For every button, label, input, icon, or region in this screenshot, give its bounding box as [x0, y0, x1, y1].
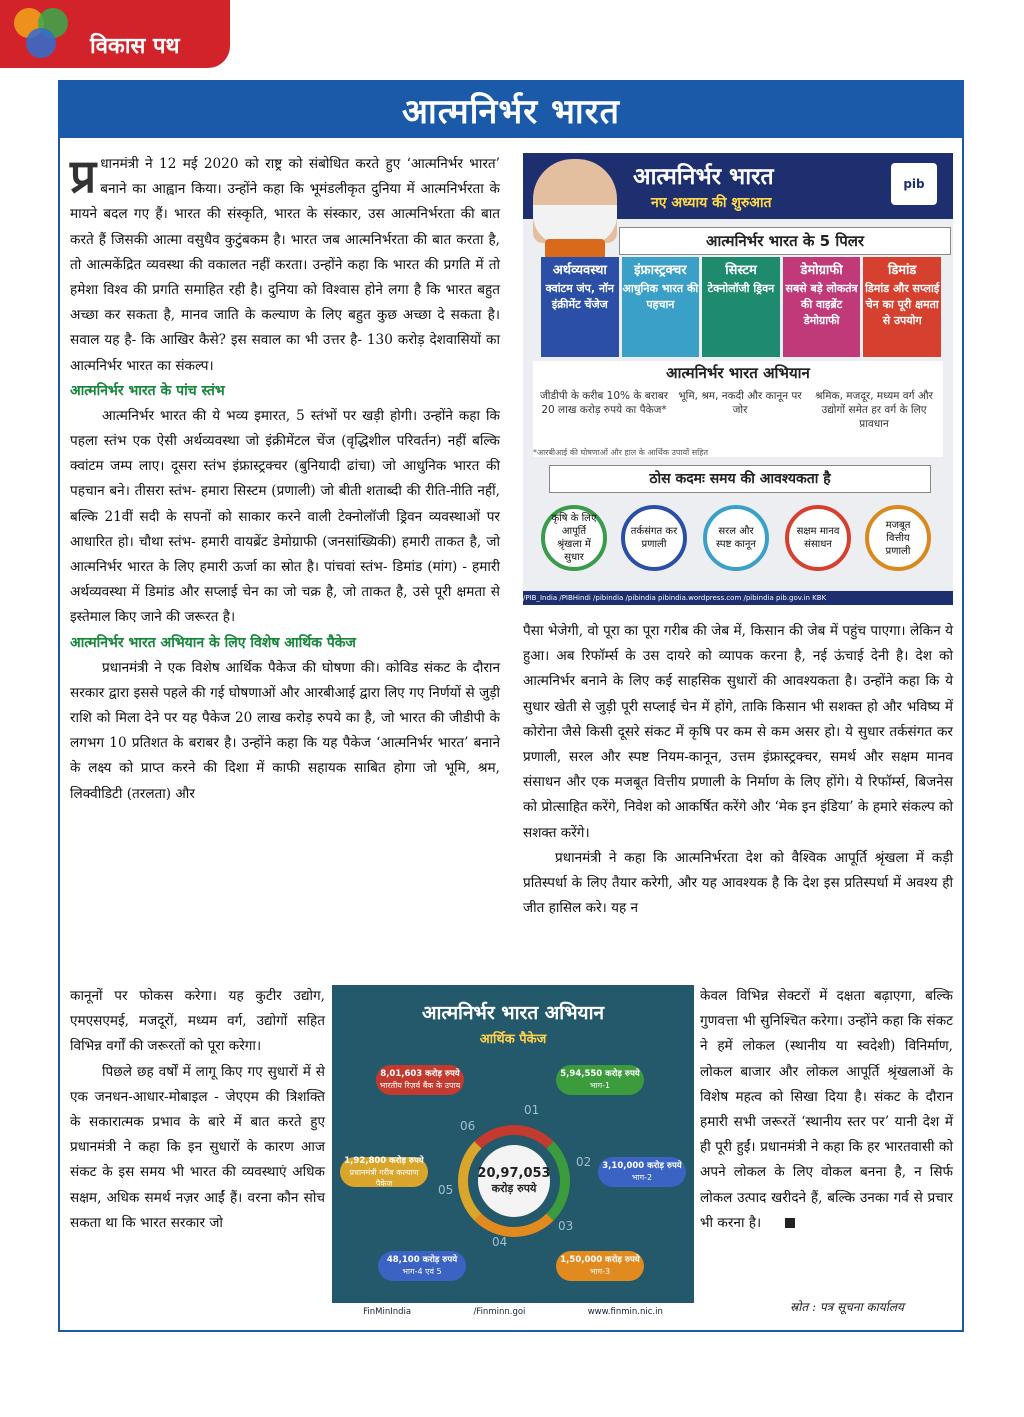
abhiyan-box: भूमि, श्रम, नकदी और कानून पर जोर — [678, 390, 802, 416]
part-pill: 1,92,800 करोड़ रुपये प्रधानमंत्री गरीब कल्याण पैकेज — [340, 1157, 428, 1187]
part-pill: 3,10,000 करोड़ रुपये भाग-2 — [598, 1157, 686, 1187]
part-number: 05 — [438, 1183, 454, 1197]
competition-paragraph: प्रधानमंत्री ने कहा कि आत्मनिर्भरता देश को वैश्विक आपूर्ति श्रृंखला में कड़ी प्रतिस्पर्धा के लिए तैयार करेगी, और यह आवश्यक है कि देश इस प्रतिस्पर्धा में अवश्य ही जीत हासिल करे। यह न — [523, 849, 953, 917]
step-circle: तर्कसंगत कर प्रणाली — [621, 505, 687, 571]
steps-row — [533, 505, 943, 585]
steps-title: ठोस कदमः समय की आवश्यकता है — [549, 465, 931, 493]
pillars-infographic — [523, 153, 953, 605]
left-narrow-column — [70, 984, 325, 1236]
abhiyan-box: श्रमिक, मजदूर, मध्यम वर्ग और उद्योगों समेत हर वर्ग के लिए प्रावधान — [815, 390, 933, 430]
title-banner — [60, 82, 962, 138]
step-circle: सक्षम मानव संसाधन — [785, 505, 851, 571]
section-tab-label: विकास पथ — [90, 34, 180, 59]
package-title: आत्मनिर्भर भारत अभियान — [421, 1002, 605, 1024]
subheading-package: आत्मनिर्भर भारत अभियान के लिए विशेष आर्थिक पैकेज — [70, 634, 356, 651]
pillars-title: आत्मनिर्भर भारत के 5 पिलर — [619, 227, 951, 255]
pillars-row — [541, 257, 941, 357]
package-paragraph: प्रधानमंत्री ने एक विशेष आर्थिक पैकेज की घोषणा की। कोविड संकट के दौरान सरकार द्वारा इससे पहले की गई घोषणाओं और आरबीआई द्वारा लिए गए निर्णयों से जुड़ी राशि को मिला देने पर यह पैकेज 20 लाख करोड़ रुपये का है, जो भारत की जीडीपी के लगभग 10 प्रतिशत के बराबर है। उन्होंने कहा कि यह पैकेज ‘आत्मनिर्भर भारत’ बनाने के लक्ष्य को प्राप्त करने की दिशा में काफी सहायक साबित होगा जो भूमि, श्रम, लिक्वीडिटी (तरलता) और — [70, 659, 501, 802]
step-circle: मजबूत वित्तीय प्रणाली — [865, 505, 931, 571]
twitter-handle: FinMinIndia — [363, 1307, 412, 1317]
pillar-economy: अर्थव्यवस्था क्वांटम जंप, नॉन इंक्रीमेंट चेंजेज — [541, 257, 619, 357]
part-pill: 48,100 करोड़ रुपये भाग-4 एवं 5 — [378, 1251, 466, 1281]
dropcap: प्र — [70, 149, 97, 203]
section-tab — [0, 0, 230, 68]
reforms-paragraph: पैसा भेजेगी, वो पूरा का पूरा गरीब की जेब में, किसान की जेब में पहुंच पाएगा। लेकिन ये हुआ। अब रिफॉर्म्स के उस दायरे को व्यापक करना है, नई ऊंचाई देनी है। देश को आत्मनिर्भर बनाने के लिए कई साहसिक सुधारों की आवश्यकता है। उन्होंने कहा कि ये सुधार खेती से जुड़ी पूरी सप्लाई चेन में होंगे, ताकि किसान भी सशक्त हो और भविष्य में कोरोना जैसे किसी दूसरे संकट में कृषि पर कम से कम असर हो। ये सुधार तर्कसंगत कर प्रणाली, सरल और स्पष्ट नियम-कानून, उत्तम इंफ्रास्ट्रक्चर, समर्थ और सक्षम मानव संसाधन और एक मजबूत वित्तीय प्रणाली के निर्माण के लिए होंगे। ये रिफॉर्म्स, बिजनेस को प्रोत्साहित करेंगे, निवेश को आकर्षित करेंगे और ‘मेक इन इंडिया’ के हमारे संकल्प को सशक्त करेंगे। — [523, 623, 953, 841]
right-narrow-column — [700, 984, 953, 1236]
abhiyan-note: *आरबीआई की घोषणाओं और हाल के आर्थिक उपायों सहित — [533, 448, 709, 457]
package-subtitle: आर्थिक पैकेज — [479, 1032, 547, 1047]
website-link: www.finmin.nic.in — [587, 1307, 663, 1317]
poster-title: आत्मनिर्भर भारत — [633, 164, 774, 190]
pillar-demand: डिमांड डिमांड और सप्लाई चेन का पूरी क्षमता से उपयोग — [863, 257, 941, 357]
pib-logo-icon: pib — [891, 163, 937, 205]
part-pill: 5,94,550 करोड़ रुपये भाग-1 — [556, 1065, 644, 1095]
package-total-unit: करोड़ रुपये — [491, 1182, 537, 1195]
right-column — [523, 619, 953, 921]
package-paragraph-cont: कानूनों पर फोकस करेगा। यह कुटीर उद्योग, एमएसएमई, मजदूरों, मध्यम वर्ग, उद्योगों सहित विभिन्न वर्गों की जरूरतों को पूरा करेगा। — [70, 988, 325, 1055]
facebook-handle: /Finminn.goi — [473, 1307, 526, 1317]
package-total — [478, 1145, 550, 1217]
package-infographic — [332, 985, 694, 1321]
package-total-value: 20,97,053 — [477, 1166, 551, 1181]
left-column — [70, 149, 501, 807]
abhiyan-title: आत्मनिर्भर भारत अभियान — [666, 364, 810, 382]
pillar-system: सिस्टम टेक्नोलॉजी ड्रिवन — [702, 257, 780, 357]
pillar-infrastructure: इंफ्रास्ट्रक्चर आधुनिक भारत की पहचान — [622, 257, 700, 357]
jam-paragraph: पिछले छह वर्षों में लागू किए गए सुधारों में से एक जनधन-आधार-मोबाइल - जेएएम की त्रिशक्ति के सकारात्मक प्रभाव के बारे में बात करते हुए प्रधानमंत्री ने कहा कि इन सुधारों के कारण आज संकट के इस समय भी भारत की व्यवस्थाएं अधिक सक्षम, अधिक समर्थ नज़र आईं हैं। वरना कौन सोच सकता था कि भारत सरकार जो — [70, 1063, 325, 1231]
poster-subtitle: नए अध्याय की शुरुआत — [651, 195, 772, 211]
poster-footer: /PIB_India /PIBHindi /pibindia /pibindia pibindia.wordpress.com /pibindia pib.gov.in KBK — [523, 591, 953, 605]
page-title: आत्मनिर्भर भारत — [402, 92, 620, 132]
part-pill: 8,01,603 करोड़ रुपये भारतीय रिज़र्व बैंक के उपाय — [376, 1065, 464, 1095]
part-number: 03 — [558, 1219, 574, 1233]
part-number: 06 — [460, 1119, 476, 1133]
local-paragraph: केवल विभिन्न सेक्टरों में दक्षता बढ़ाएगा, बल्कि गुणवत्ता भी सुनिश्चित करेगा। उन्होंने कहा कि संकट ने हमें लोकल (स्थानीय या स्वदेशी) विनिर्माण, लोकल बाजार और लोकल आपूर्ति श्रृंखलाओं के विशेष महत्व को सिखा दिया है। संकट के दौरान हमारी सभी जरूरतें ‘स्थानीय स्तर पर’ यानी देश में ही पूरी हुईं। प्रधानमंत्री ने कहा कि हर भारतवासी को अपने लोकल के लिए वोकल बनना है, न सिर्फ लोकल उत्पाद खरीदने हैं, बल्कि उनका गर्व से प्रचार भी करना है। — [700, 988, 953, 1231]
step-circle: सरल और स्पष्ट कानून — [703, 505, 769, 571]
part-number: 04 — [492, 1235, 508, 1249]
intro-paragraph: प्र धानमंत्री ने 12 मई 2020 को राष्ट्र को संबोधित करते हुए ‘आत्मनिर्भर भारत’ बनाने का आह्वान किया। उन्होंने कहा कि भूमंडलीकृत दुनिया में आत्मनिर्भरता के मायने बदल गए हैं। भारत की संस्कृति, भारत के संस्कार, उस आत्मनिर्भरता की बात करते हैं जिसकी आत्मा वसुधैव कुटुंबकम है। भारत जब आत्मनिर्भरता की बात करता है, तो आत्मकेंद्रित व्यवस्था की वकालत नहीं करता। उन्होंने कहा कि भारत की प्रगति में तो हमेशा विश्व की प्रगति समाहित रही है। दुनिया को विश्वास होने लगा है कि भारत बहुत अच्छा कर सकता है, मानव जाति के कल्याण के लिए बहुत कुछ अच्छा दे सकता है। सवाल यह है- कि आखिर कैसे? इस सवाल का भी उत्तर है- 130 करोड़ देशवासियों का आत्मनिर्भर भारत का संकल्प। — [70, 149, 500, 374]
part-pill: 1,50,000 करोड़ रुपये भाग-3 — [556, 1251, 644, 1281]
source-credit: स्रोत : पत्र सूचना कार्यालय — [790, 1300, 904, 1314]
end-mark-icon — [785, 1218, 795, 1228]
subheading-five-pillars: आत्मनिर्भर भारत के पांच स्तंभ — [70, 382, 225, 399]
abhiyan-panel — [533, 361, 943, 457]
step-circle: कृषि के लिए आपूर्ति श्रृंखला में सुधार — [541, 505, 607, 571]
part-number: 02 — [576, 1155, 592, 1169]
package-footer — [332, 1303, 694, 1321]
part-number: 01 — [524, 1103, 540, 1117]
pillars-paragraph: आत्मनिर्भर भारत की ये भव्य इमारत, 5 स्तंभों पर खड़ी होगी। उन्होंने कहा कि पहला स्तंभ एक ऐसी अर्थव्यवस्था जो इंक्रीमेंटल चेंज (वृद्धिशील परिवर्तन) नहीं बल्कि क्वांटम जम्प लाए। दूसरा स्तंभ इंफ्रास्ट्रक्चर (बुनियादी ढांचा) जो आधुनिक भारत की पहचान बने। तीसरा स्तंभ- हमारा सिस्टम (प्रणाली) जो बीती शताब्दी की रीति-नीति नहीं, बल्कि 21वीं सदी के सपनों को साकार करने वाली टेक्नोलॉजी ड्रिवन व्यवस्थाओं पर आधारित हो। चौथा स्तंभ- हमारी वायब्रेंट डेमोग्राफी (जनसांख्यिकी) हमारी ताकत है, जो आत्मनिर्भर भारत के लिए हमारी ऊर्जा का स्रोत है। पांचवां स्तंभ- डिमांड (मांग) - हमारी अर्थव्यवस्था में डिमांड और सप्लाई चेन का जो चक्र है, जो ताकत है, उसे पूरी क्षमता से इस्तेमाल किए जाने की जरूरत है। — [70, 407, 500, 626]
pillar-demography: डेमोग्राफी सबसे बड़े लोकतंत्र की वाइब्रेंट डेमोग्राफी — [783, 257, 861, 357]
abhiyan-box: जीडीपी के करीब 10% के बराबर 20 लाख करोड़ रुपये का पैकेज* — [539, 390, 669, 416]
logo-icon — [10, 4, 74, 62]
